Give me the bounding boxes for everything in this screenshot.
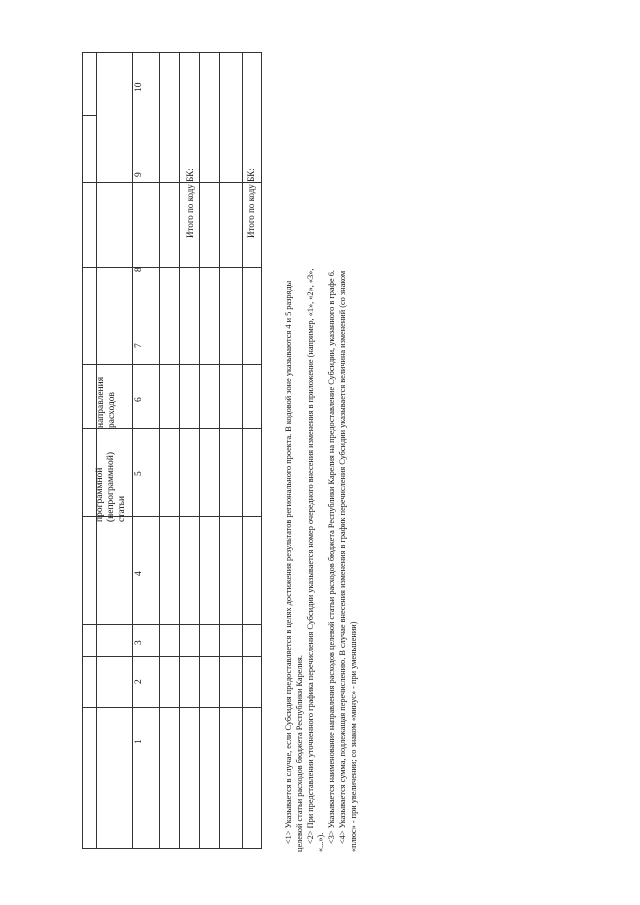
- col5-header: программной (непрограммной) статьи: [95, 451, 127, 522]
- column-number: 1: [134, 739, 144, 744]
- footnote-1: <1> Указывается в случае, если Субсидия предоставляется в целях достижения результатов регионального проекта. В кодовой зоне указываются 4 и 5 разряды: [284, 280, 293, 844]
- column-number: 8: [134, 267, 144, 272]
- footnote-3: <3> Указывается наименование направления расходов целевой статьи расходов бюджета Республики Карелия на предоставление Субсидии, указанного в графе 6.: [327, 270, 337, 844]
- column-number: 7: [134, 343, 144, 348]
- column-number-row-divider: [96, 52, 97, 848]
- footnote-4-cont: «плюс» - при увеличении; со знаком «минус» - при уменьшении): [348, 621, 358, 852]
- total-label: Итого по коду БК:: [246, 168, 256, 238]
- footnote-2: <2> При представлении уточненного графика перечисления Субсидии указывается номер очередного внесения изменения в приложение (например, «1», «2», «3»,: [305, 268, 315, 844]
- column-number: 6: [134, 397, 144, 402]
- subtotal-label: Итого по коду БК:: [185, 168, 195, 238]
- column-number: 10: [134, 82, 144, 92]
- column-number: 9: [134, 172, 144, 177]
- footnote-4: <4> Указывается сумма, подлежащая перечислению. В случае внесения изменения в график перечисления Субсидии указывается величина изменений (со знаком: [337, 270, 347, 844]
- col6-header: направления расходов: [96, 376, 117, 428]
- column-number: 3: [134, 640, 144, 645]
- column-number: 5: [134, 471, 144, 476]
- footnote-1-cont: целевой статьи расходов бюджета Республики Карелия.: [294, 655, 304, 852]
- footnotes: [284, 269, 360, 852]
- column-number: 2: [134, 679, 144, 684]
- payment-schedule-table: [82, 52, 262, 848]
- footnote-2-cont: «...»).: [316, 832, 326, 852]
- column-number: 4: [134, 571, 144, 576]
